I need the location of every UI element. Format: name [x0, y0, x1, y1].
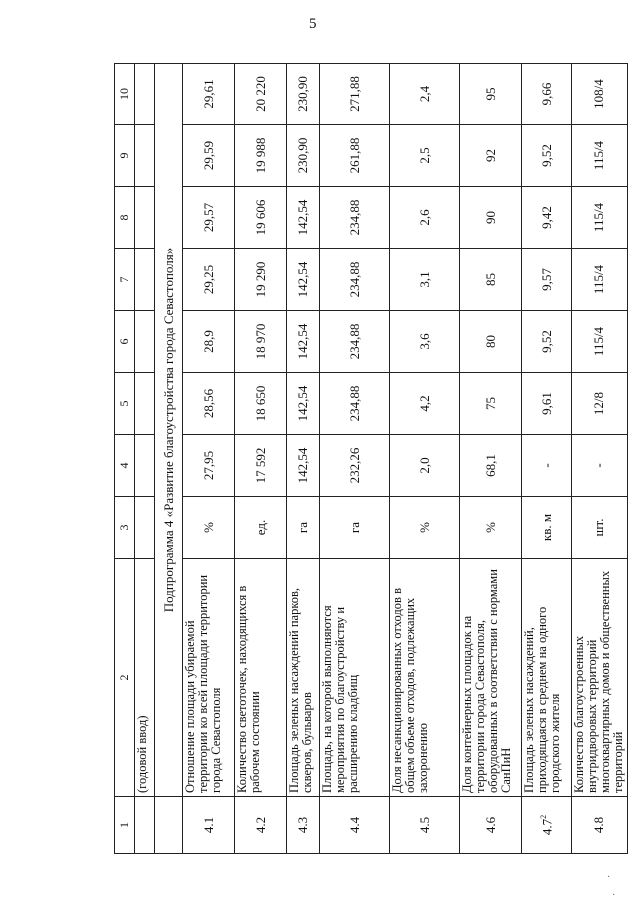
value-cell: 3,6 — [390, 311, 460, 373]
value-cell: 234,88 — [320, 187, 390, 249]
indicator-name: Доля несанкционированных отходов в общем объеме отходов, подлежащих захоронению — [390, 559, 460, 797]
column-number: 3 — [115, 497, 135, 559]
value-cell: 19 606 — [235, 187, 287, 249]
table-row — [183, 64, 235, 854]
scan-speck: · — [607, 872, 611, 883]
row-number-superscript: 2 — [538, 814, 548, 819]
value-cell: - — [522, 435, 572, 497]
value-cell: 9,42 — [522, 187, 572, 249]
indicators-table — [114, 63, 628, 854]
column-number: 4 — [115, 435, 135, 497]
value-cell: 115/4 — [572, 311, 628, 373]
value-cell: 234,88 — [320, 311, 390, 373]
value-cell: 2,4 — [390, 64, 460, 125]
value-cell: 9,66 — [522, 64, 572, 125]
value-cell: 29,61 — [183, 64, 235, 125]
value-cell: 142,54 — [287, 187, 320, 249]
value-cell: - — [572, 435, 628, 497]
value-cell: 28,9 — [183, 311, 235, 373]
table-row — [390, 64, 460, 854]
column-number-row — [115, 64, 135, 854]
value-cell: 19 988 — [235, 125, 287, 187]
column-number: 1 — [115, 797, 135, 854]
row-number: 4.4 — [320, 797, 390, 854]
row-number: 4.3 — [287, 797, 320, 854]
value-cell: 115/4 — [572, 249, 628, 311]
carry-over-row — [135, 64, 155, 854]
value-cell: 108/4 — [572, 64, 628, 125]
unit-cell: га — [320, 497, 390, 559]
section-title: Подпрограмма 4 «Развитие благоустройства города Севастополя» — [155, 64, 183, 797]
value-cell: 230,90 — [287, 64, 320, 125]
row-number: 4.2 — [235, 797, 287, 854]
indicator-name: Площадь зеленых насаждений парков, скверов, бульваров — [287, 559, 320, 797]
value-cell: 234,88 — [320, 373, 390, 435]
value-cell: 17 592 — [235, 435, 287, 497]
value-cell: 9,57 — [522, 249, 572, 311]
unit-cell: шт. — [572, 497, 628, 559]
table-row — [460, 64, 522, 854]
row-number: 4.5 — [390, 797, 460, 854]
value-cell: 95 — [460, 64, 522, 125]
value-cell: 142,54 — [287, 435, 320, 497]
value-cell: 29,59 — [183, 125, 235, 187]
value-cell: 2,6 — [390, 187, 460, 249]
value-cell: 12/8 — [572, 373, 628, 435]
column-number: 8 — [115, 187, 135, 249]
value-cell: 85 — [460, 249, 522, 311]
value-cell: 18 650 — [235, 373, 287, 435]
table-row — [572, 64, 628, 854]
table-row — [320, 64, 390, 854]
value-cell: 9,52 — [522, 311, 572, 373]
indicator-name: Отношение площади убираемой территории ко всей площади территории города Севастополя — [183, 559, 235, 797]
value-cell: 271,88 — [320, 64, 390, 125]
value-cell: 115/4 — [572, 125, 628, 187]
column-number: 7 — [115, 249, 135, 311]
value-cell: 142,54 — [287, 373, 320, 435]
value-cell: 234,88 — [320, 249, 390, 311]
row-number-main: 4.7 — [538, 818, 554, 836]
indicator-name: Доля контейнерных площадок на территории города Севастополя, оборудованных в соответствии с нормами СанПиН — [460, 559, 522, 797]
row-number: 4.1 — [183, 797, 235, 854]
value-cell: 90 — [460, 187, 522, 249]
indicator-name: Площадь, на которой выполняются мероприятия по благоустройству и расширению кладбищ — [320, 559, 390, 797]
value-cell: 9,52 — [522, 125, 572, 187]
value-cell: 92 — [460, 125, 522, 187]
carry-over-text: (годовой ввод) — [135, 559, 155, 797]
value-cell: 261,88 — [320, 125, 390, 187]
unit-cell: ед. — [235, 497, 287, 559]
unit-cell: % — [460, 497, 522, 559]
column-number: 5 — [115, 373, 135, 435]
table-row — [522, 64, 572, 854]
value-cell: 28,56 — [183, 373, 235, 435]
value-cell: 142,54 — [287, 249, 320, 311]
value-cell: 4,2 — [390, 373, 460, 435]
column-number: 6 — [115, 311, 135, 373]
rotated-table-wrapper — [114, 64, 626, 854]
scan-speck: · — [612, 890, 616, 901]
value-cell: 18 970 — [235, 311, 287, 373]
value-cell: 9,61 — [522, 373, 572, 435]
row-number: 4.6 — [460, 797, 522, 854]
table-row — [287, 64, 320, 854]
value-cell: 29,25 — [183, 249, 235, 311]
value-cell: 68,1 — [460, 435, 522, 497]
unit-cell: % — [183, 497, 235, 559]
indicator-name: Количество светоточек, находящихся в рабочем состоянии — [235, 559, 287, 797]
row-number: 4.8 — [572, 797, 628, 854]
page-number: 5 — [309, 16, 317, 32]
value-cell: 27,95 — [183, 435, 235, 497]
column-number: 2 — [115, 559, 135, 797]
value-cell: 20 220 — [235, 64, 287, 125]
value-cell: 29,57 — [183, 187, 235, 249]
table-row — [235, 64, 287, 854]
column-number: 9 — [115, 125, 135, 187]
value-cell: 80 — [460, 311, 522, 373]
unit-cell: га — [287, 497, 320, 559]
value-cell: 2,5 — [390, 125, 460, 187]
value-cell: 3,1 — [390, 249, 460, 311]
value-cell: 232,26 — [320, 435, 390, 497]
value-cell: 19 290 — [235, 249, 287, 311]
section-title-row — [155, 64, 183, 854]
value-cell: 230,90 — [287, 125, 320, 187]
row-number — [522, 797, 572, 854]
indicator-name: Площадь зеленых насаждений, приходящаяся в среднем на одного городского жителя — [522, 559, 572, 797]
value-cell: 75 — [460, 373, 522, 435]
unit-cell: кв. м — [522, 497, 572, 559]
value-cell: 115/4 — [572, 187, 628, 249]
column-number: 10 — [115, 64, 135, 125]
value-cell: 2,0 — [390, 435, 460, 497]
unit-cell: % — [390, 497, 460, 559]
indicator-name: Количество благоустроенных внутридворовых территорий многоквартирных домов и общественных территорий — [572, 559, 628, 797]
value-cell: 142,54 — [287, 311, 320, 373]
